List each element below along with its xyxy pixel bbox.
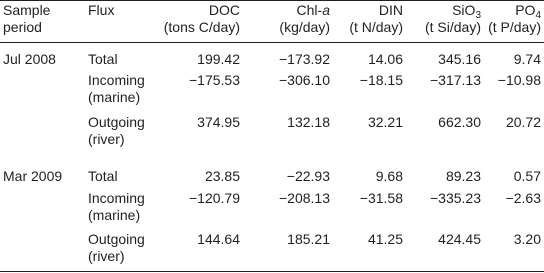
flux-label: [88, 231, 145, 265]
din-value: 14.06: [367, 51, 403, 67]
chl-value: 132.18: [287, 114, 330, 130]
doc-value: −120.79: [189, 190, 240, 206]
flux-label: Total: [88, 168, 118, 184]
po4-value: 20.72: [505, 114, 541, 130]
header-chl-italic: a: [322, 2, 330, 18]
sio3-value: 662.30: [438, 114, 481, 130]
header-po4-sub: 4: [535, 10, 541, 21]
header-doc-line1: DOC: [208, 2, 240, 18]
din-value: 41.25: [367, 231, 403, 247]
sio3-value: 345.16: [438, 51, 481, 67]
doc-value: 23.85: [204, 168, 240, 184]
header-chl: [279, 2, 330, 36]
flux-label-line2: (river): [88, 248, 125, 264]
header-sio3-main: SiO: [452, 2, 476, 18]
header-sio3-line1: [425, 2, 481, 19]
po4-value: 0.57: [513, 168, 541, 184]
flux-label: Total: [88, 51, 118, 67]
flux-label: [88, 114, 145, 148]
header-po4-line1: [488, 2, 541, 19]
header-sample-line1: Sample: [3, 2, 51, 18]
sio3-value: −335.23: [430, 190, 481, 206]
header-po4: [488, 2, 541, 36]
header-din-line1: DIN: [378, 2, 403, 18]
po4-value: −2.63: [505, 190, 541, 206]
header-chl-line1: [279, 2, 330, 19]
header-po4-main: PO: [515, 2, 536, 18]
flux-label-line1: Incoming: [88, 72, 145, 88]
header-sio3-sub: 3: [475, 10, 481, 21]
header-rule: [0, 42, 544, 43]
flux-label-line1: Outgoing: [88, 114, 145, 130]
po4-value: 3.20: [513, 231, 541, 247]
doc-value: −175.53: [189, 72, 240, 88]
chl-value: −22.93: [286, 168, 330, 184]
flux-label: [88, 72, 145, 106]
doc-value: 374.95: [197, 114, 240, 130]
flux-label-line1: Incoming: [88, 190, 145, 206]
header-din: [349, 2, 403, 36]
sio3-value: 89.23: [445, 168, 481, 184]
bottom-rule: [0, 271, 544, 272]
header-chl-line2: (kg/day): [279, 19, 330, 35]
chl-value: −173.92: [279, 51, 330, 67]
din-value: 9.68: [375, 168, 403, 184]
doc-value: 144.64: [197, 231, 240, 247]
flux-label: [88, 190, 145, 224]
header-flux: Flux: [88, 2, 115, 18]
header-doc: [164, 2, 240, 36]
period-label: Jul 2008: [3, 51, 56, 67]
flux-label-line2: (river): [88, 131, 125, 147]
din-value: 32.21: [367, 114, 403, 130]
sio3-value: −317.13: [430, 72, 481, 88]
period-label: Mar 2009: [3, 168, 63, 184]
chl-value: −306.10: [279, 72, 330, 88]
header-sample-period: [3, 2, 50, 36]
din-value: −18.15: [359, 72, 403, 88]
header-sio3: [425, 2, 481, 36]
header-sio3-line2: (t Si/day): [424, 19, 481, 35]
header-din-line2: (t N/day): [349, 19, 403, 35]
top-rule: [0, 0, 544, 1]
header-period-line2: period: [3, 19, 42, 35]
sio3-value: 424.45: [438, 231, 481, 247]
header-po4-line2: (t P/day): [488, 19, 541, 35]
flux-label-line2: (marine): [88, 89, 141, 105]
header-doc-line2: (tons C/day): [163, 19, 240, 35]
header-chl-prefix: Chl-: [296, 2, 323, 18]
flux-label-line1: Outgoing: [88, 231, 145, 247]
po4-value: 9.74: [513, 51, 541, 67]
chl-value: −208.13: [279, 190, 330, 206]
po4-value: −10.98: [497, 72, 541, 88]
flux-label-line2: (marine): [88, 207, 141, 223]
chl-value: 185.21: [287, 231, 330, 247]
din-value: −31.58: [359, 190, 403, 206]
doc-value: 199.42: [197, 51, 240, 67]
